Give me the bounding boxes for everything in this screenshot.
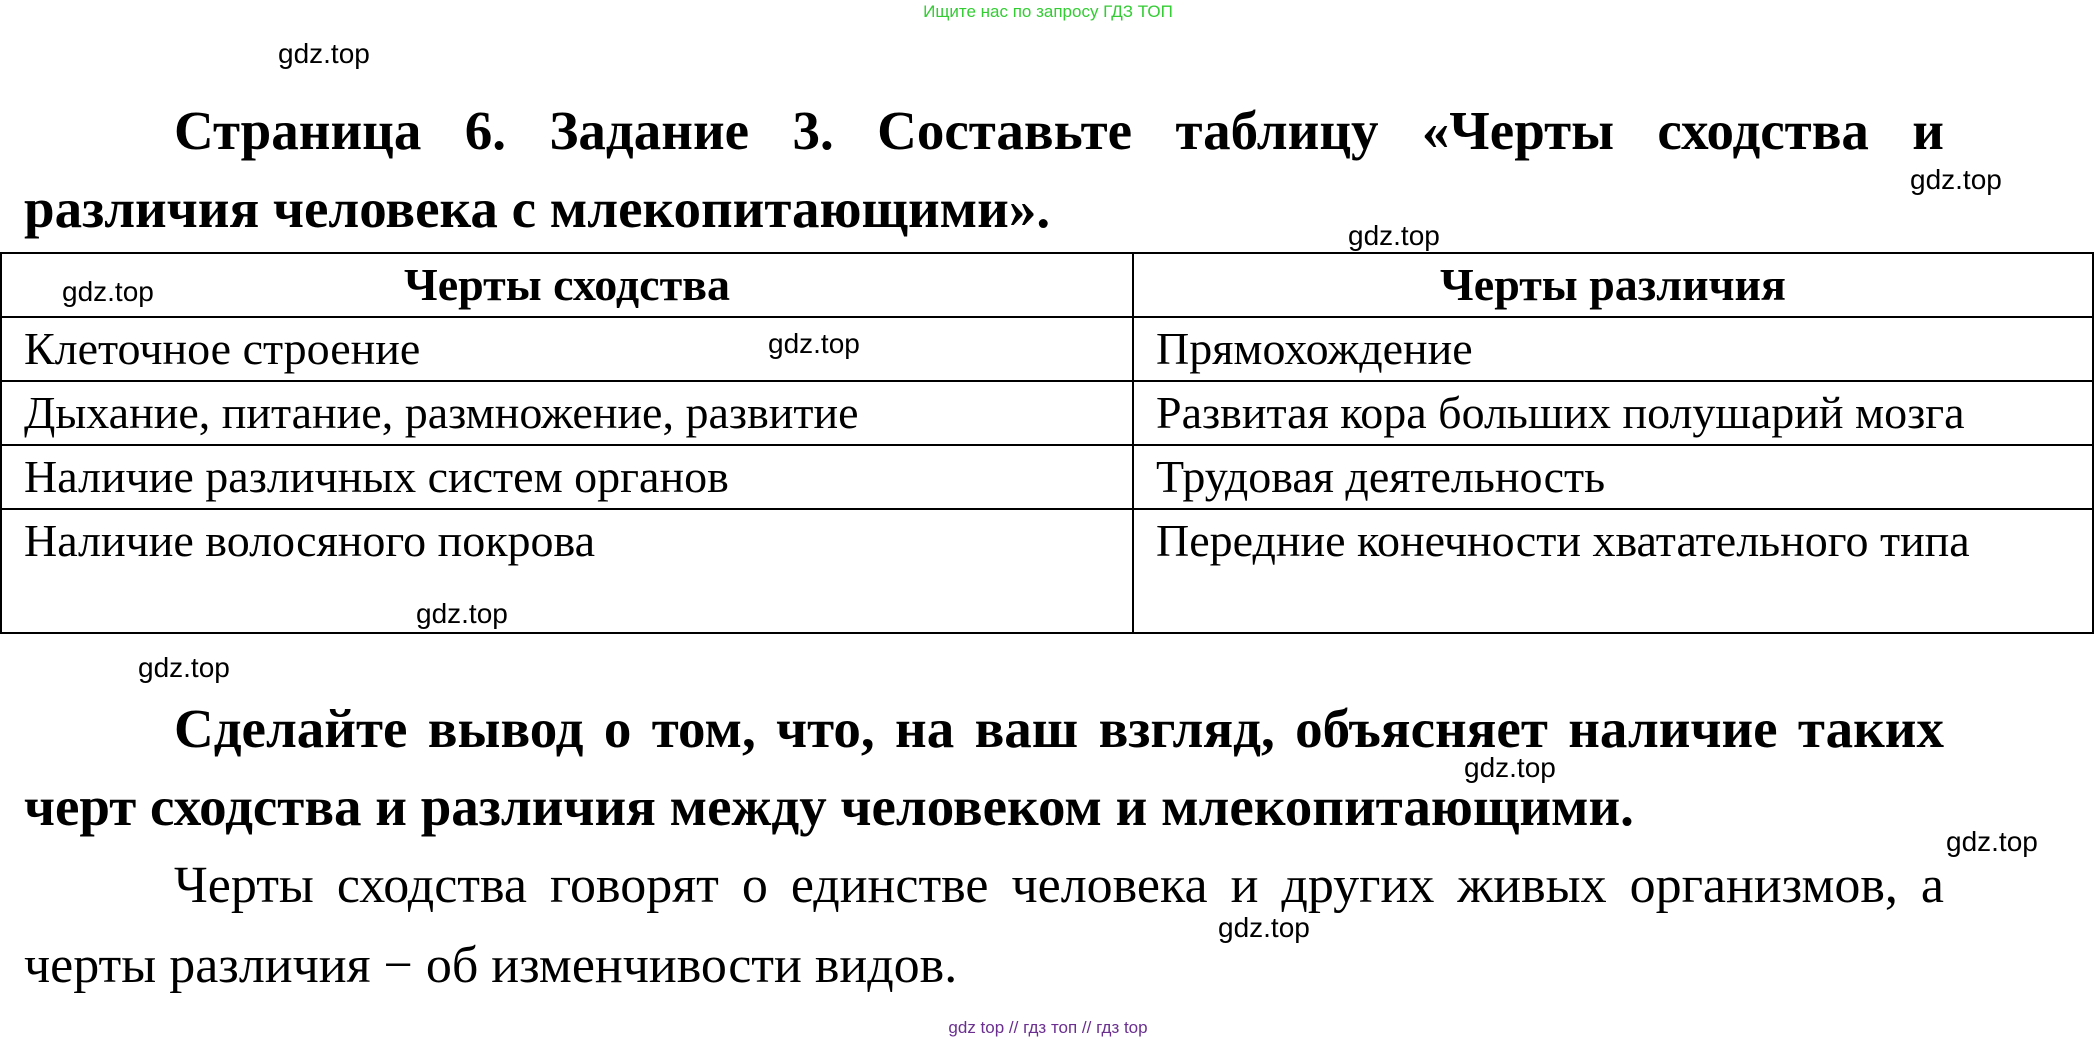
table-cell: Наличие волосяного покрова	[1, 509, 1133, 633]
watermark: gdz.top	[768, 328, 860, 359]
watermark: gdz.top	[278, 38, 370, 69]
watermark: gdz.top	[1910, 164, 2002, 195]
table-cell: Прямохождение	[1133, 317, 2093, 381]
table-cell: Передние конечности хватательного типа	[1133, 509, 2093, 633]
header-differences: Черты различия	[1133, 253, 2093, 317]
watermark: gdz.top	[138, 652, 230, 683]
header-similarities: Черты сходства	[1, 253, 1133, 317]
conclusion-heading: Сделайте вывод о том, что, на ваш взгляд, объясняет наличие таких черт сходства и различия между человеком и млекопитающими.	[24, 698, 1944, 837]
table-cell: Наличие различных систем органов	[1, 445, 1133, 509]
footer-links: gdz top // гдз топ // гдз top	[948, 1018, 1148, 1037]
answer-paragraph: Черты сходства говорят о единстве человека и других живых организмов, а черты различия − об изменчивости видов.	[24, 857, 1944, 994]
table-header-row	[1, 253, 2093, 317]
table-cell: Трудовая деятельность	[1133, 445, 2093, 509]
table-cell: Дыхание, питание, размножение, развитие	[1, 381, 1133, 445]
table-row	[1, 445, 2093, 509]
table-cell: Клеточное строение	[1, 317, 1133, 381]
watermark: gdz.top	[1218, 912, 1310, 943]
similarities-differences-table	[0, 252, 2094, 634]
watermark: gdz.top	[416, 598, 508, 629]
task-heading: Страница 6. Задание 3. Составьте таблицу «Черты сходства и различия человека с млекопитающими».	[24, 100, 1944, 239]
watermark: gdz.top	[1348, 220, 1440, 251]
watermark: gdz.top	[62, 276, 154, 307]
watermark: gdz.top	[1946, 826, 2038, 857]
watermark: gdz.top	[1464, 752, 1556, 783]
table-row	[1, 317, 2093, 381]
top-banner: Ищите нас по запросу ГДЗ ТОП	[923, 2, 1173, 21]
table-row	[1, 509, 2093, 633]
table-cell: Развитая кора больших полушарий мозга	[1133, 381, 2093, 445]
table-row	[1, 381, 2093, 445]
